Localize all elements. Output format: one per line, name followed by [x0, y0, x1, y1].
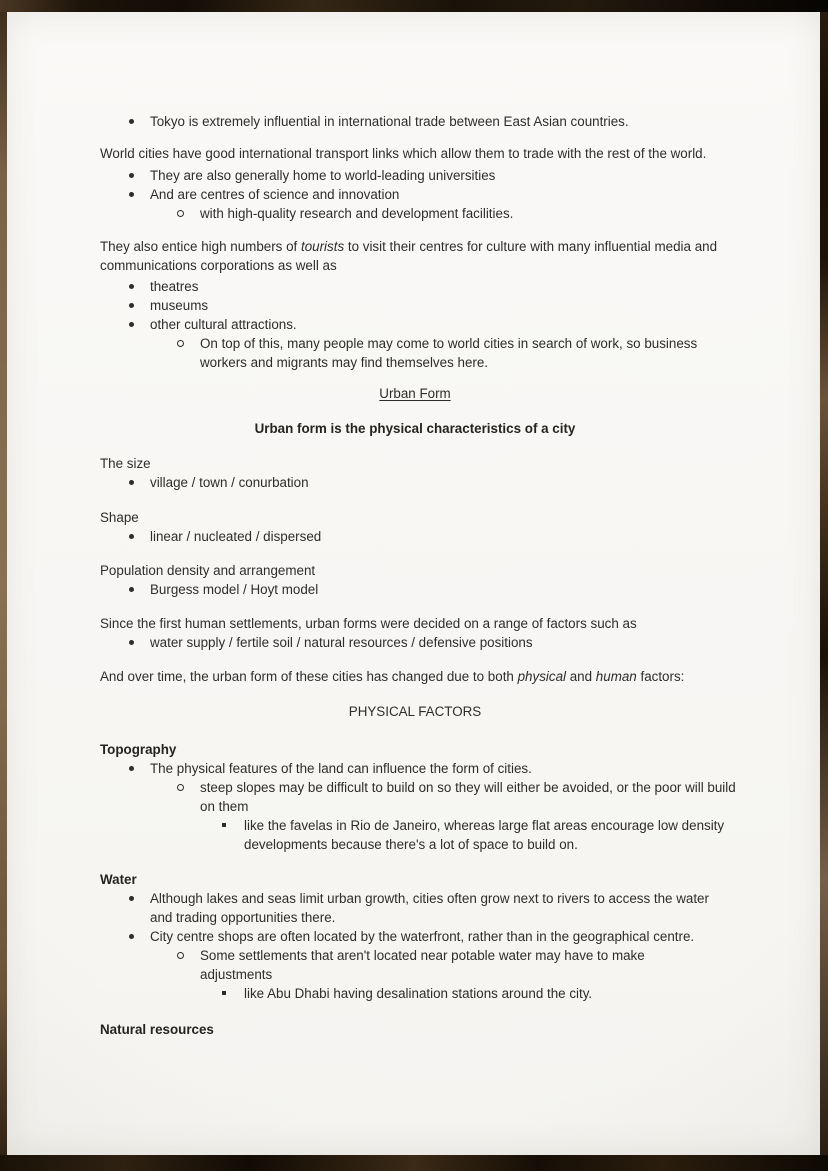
label: Population density and arrangement	[100, 563, 316, 578]
bullet-dot-icon	[129, 173, 134, 178]
bullet-text: Tokyo is extremely influential in international trade between East Asian countries.	[150, 114, 629, 129]
bullet-circle-icon	[177, 210, 184, 217]
bullet-dot-icon	[129, 480, 134, 485]
italic-word: human	[595, 669, 637, 684]
sub-sub-bullet-item	[100, 984, 730, 1003]
paragraph	[100, 667, 730, 686]
bullet-circle-icon	[177, 952, 184, 959]
sub-bullet-item	[100, 204, 730, 223]
italic-word: physical	[517, 669, 566, 684]
bullet-dot-icon	[129, 896, 134, 901]
bullet-item	[100, 759, 730, 778]
paragraph-text: and	[566, 669, 596, 684]
bullet-text: Although lakes and seas limit urban growth, cities often grow next to rivers to access the water and trading opportunities there.	[150, 891, 709, 925]
bullet-item	[100, 296, 730, 315]
definition-heading: Urban form is the physical characteristics of a city	[254, 421, 576, 436]
bullet-square-icon	[222, 991, 226, 995]
label: Topography	[100, 742, 177, 757]
bullet-item	[100, 166, 730, 185]
bullet-text: theatres	[150, 279, 199, 294]
bullet-item	[100, 277, 730, 296]
bullet-text: And are centres of science and innovation	[150, 187, 400, 202]
bullet-square-icon	[222, 823, 226, 827]
bullet-item	[100, 580, 730, 599]
label: Natural resources	[100, 1022, 214, 1037]
bullet-text: Some settlements that aren't located near potable water may have to make adjustments	[200, 948, 645, 982]
bullet-item	[100, 185, 730, 204]
bullet-text: On top of this, many people may come to world cities in search of work, so business workers and migrants may find themselves here.	[200, 336, 698, 370]
paragraph: World cities have good international transport links which allow them to trade with the rest of the world.	[100, 146, 707, 161]
bullet-dot-icon	[129, 766, 134, 771]
bullet-text: Burgess model / Hoyt model	[150, 582, 319, 597]
paragraph	[100, 237, 730, 275]
section-heading: PHYSICAL FACTORS	[348, 704, 482, 719]
bullet-dot-icon	[129, 192, 134, 197]
sub-bullet-item	[100, 778, 750, 816]
bullet-text: water supply / fertile soil / natural resources / defensive positions	[150, 635, 533, 650]
bullet-item	[100, 927, 730, 946]
bullet-text: The physical features of the land can influence the form of cities.	[150, 761, 532, 776]
bullet-dot-icon	[129, 322, 134, 327]
sub-bullet-item	[100, 946, 730, 984]
bullet-dot-icon	[129, 640, 134, 645]
bullet-text: museums	[150, 298, 209, 313]
paragraph-text: And over time, the urban form of these cities has changed due to both	[100, 669, 518, 684]
scan-edge-right	[820, 0, 828, 1171]
bullet-text: They are also generally home to world-leading universities	[150, 168, 496, 183]
bullet-item	[100, 527, 730, 546]
bullet-text: linear / nucleated / dispersed	[150, 529, 322, 544]
bullet-text: like Abu Dhabi having desalination stations around the city.	[244, 986, 593, 1001]
document-page	[7, 12, 820, 1155]
bullet-item	[100, 112, 730, 131]
bullet-dot-icon	[129, 534, 134, 539]
sub-sub-bullet-item	[100, 816, 730, 854]
bullet-dot-icon	[129, 587, 134, 592]
label: The size	[100, 456, 151, 471]
paragraph-text: to visit their centres for culture with many influential media and communications corporations as well as	[100, 239, 718, 273]
scan-edge-top	[0, 0, 828, 12]
paragraph-text: They also entice high numbers of	[100, 239, 301, 254]
bullet-dot-icon	[129, 119, 134, 124]
section-heading	[100, 384, 730, 403]
bullet-item	[100, 889, 730, 927]
bullet-item	[100, 315, 730, 334]
document-content	[100, 112, 736, 1039]
sub-bullet-item	[100, 334, 730, 372]
bullet-item	[100, 633, 730, 652]
bullet-text: City centre shops are often located by the waterfront, rather than in the geographical centre.	[150, 929, 695, 944]
bullet-text: village / town / conurbation	[150, 475, 309, 490]
bullet-circle-icon	[177, 340, 184, 347]
italic-word: tourists	[300, 239, 345, 254]
paragraph: Since the first human settlements, urban forms were decided on a range of factors such as	[100, 616, 637, 631]
scan-edge-left	[0, 0, 7, 1171]
bullet-dot-icon	[129, 284, 134, 289]
bullet-text: steep slopes may be difficult to build on so they will either be avoided, or the poor will build on them	[200, 780, 736, 814]
label: Water	[100, 872, 137, 887]
bullet-dot-icon	[129, 934, 134, 939]
section-heading-text: Urban Form	[379, 386, 451, 401]
bullet-circle-icon	[177, 784, 184, 791]
bullet-text: with high-quality research and development facilities.	[200, 206, 514, 221]
bullet-dot-icon	[129, 303, 134, 308]
scan-edge-bottom	[0, 1155, 828, 1171]
bullet-item	[100, 473, 730, 492]
label: Shape	[100, 510, 139, 525]
bullet-text: other cultural attractions.	[150, 317, 297, 332]
bullet-text: like the favelas in Rio de Janeiro, whereas large flat areas encourage low density developments because there's a lot of space to build on.	[244, 818, 725, 852]
paragraph-text: factors:	[636, 669, 685, 684]
